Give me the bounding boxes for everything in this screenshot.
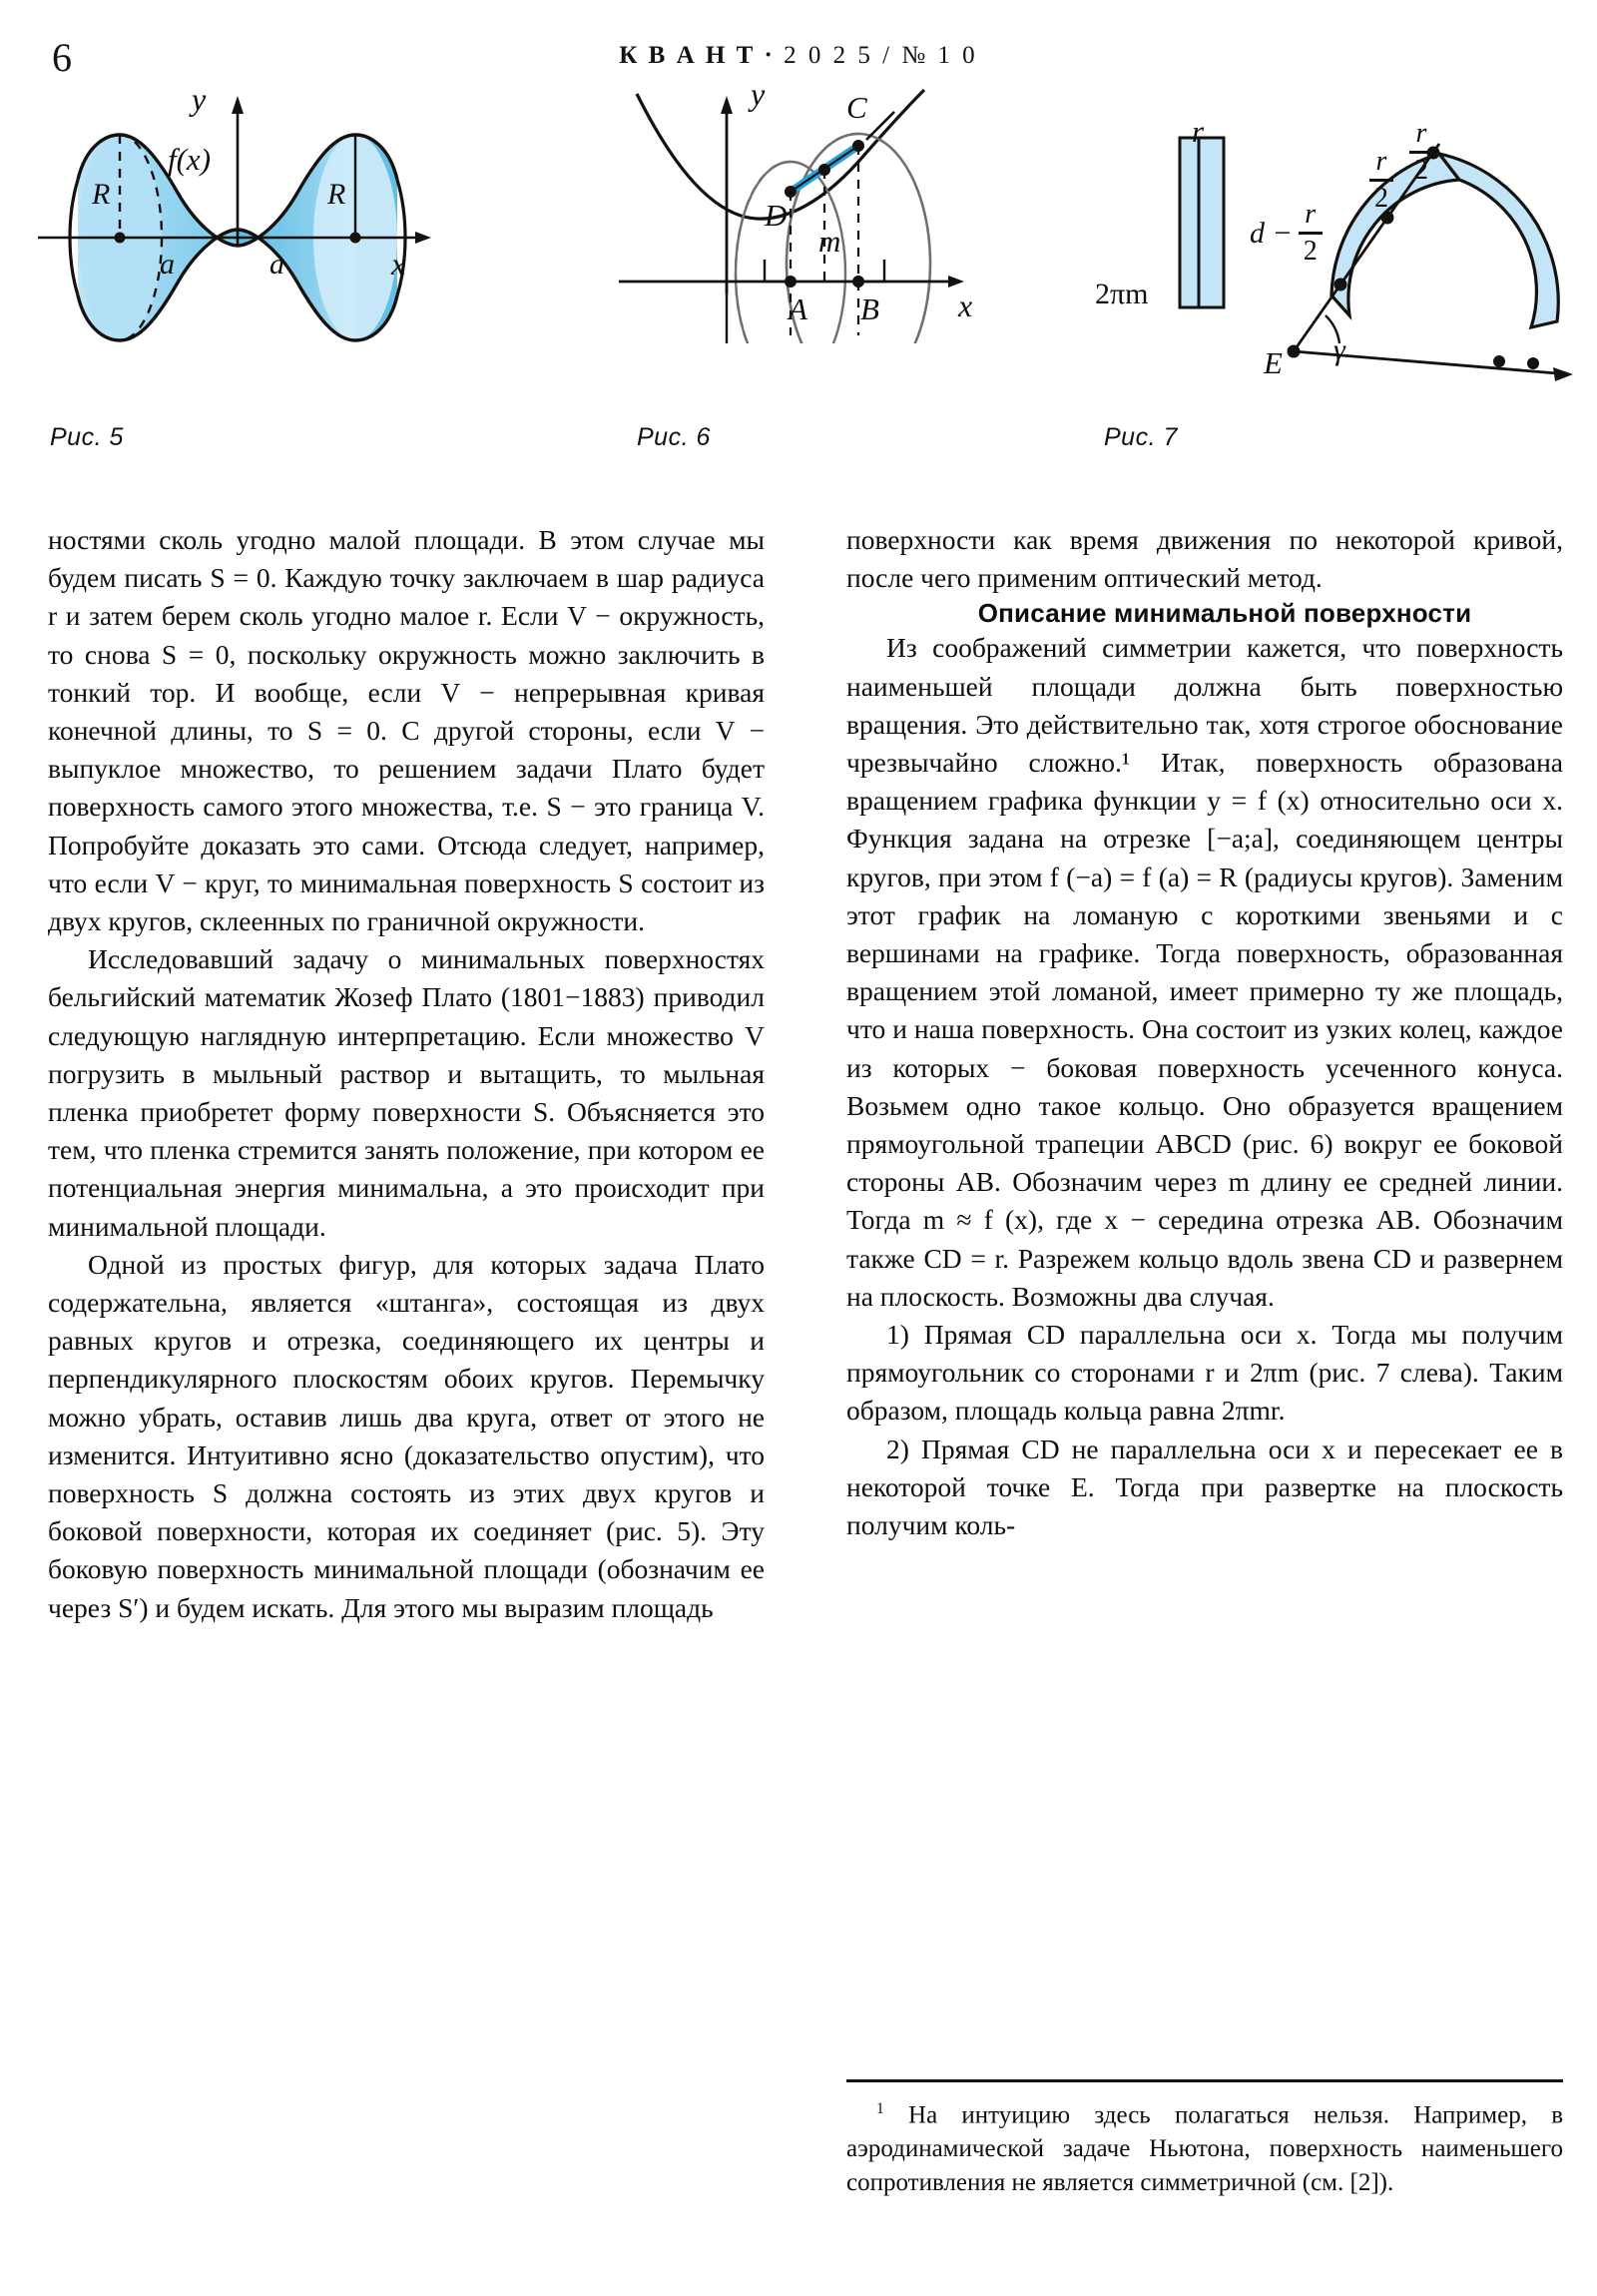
fig5-label-a-right: a <box>269 248 284 281</box>
fig5-label-x-axis: x <box>391 246 406 282</box>
left-text-column <box>48 521 765 1627</box>
fig6-ellipse-small-hidden <box>736 162 791 343</box>
figure-6-graphic <box>619 84 998 343</box>
fig7-d-fraction <box>1299 201 1323 266</box>
fig7-label-r-over-2-outer <box>1409 120 1433 185</box>
fig5-x-arrow <box>415 232 431 244</box>
fig7-label-d-minus-r-over-2 <box>1250 201 1323 266</box>
fig7-outer-num: r <box>1415 118 1427 149</box>
fig5-y-arrow <box>232 96 244 114</box>
page-header <box>0 34 1597 84</box>
fig5-left-center-dot <box>115 233 126 244</box>
fig7-d-bar <box>1299 232 1323 235</box>
section-subheading: Описание минимальной поверхности <box>977 598 1472 629</box>
fig7-label-r-top: r <box>1192 114 1205 149</box>
footnote-body: На интуицию здесь полагаться нельзя. Например, в аэродинамической задаче Ньютона, поверхность наименьшего сопротивления не является симметричной (см. [2]). <box>846 2101 1564 2197</box>
right-paragraph-1: Из соображений симметрии кажется, что поверхность наименьшей площади должна быть поверхностью вращения. Это действительно так, хотя строгое обоснование чрезвычайно сложно.¹ Итак, поверхность образована вращением графика функции y = f (x) относительно оси x. Функция задана на отрезке [−a;a], соединяющем центры кругов, при этом f (−a) = f (a) = R (радиусы кругов). Заменим этот график на ломаную с короткими звеньями и с вершинами на графике. Тогда поверхность, образованная вращением этой ломаной, имеет примерно ту же площадь, что и наша поверхность. Она состоит из узких колец, каждое из которых − боковая поверхность усеченного конуса. Возьмем одно такое кольцо. Оно образуется вращением прямоугольной трапеции ABCD (рис. 6) вокруг ее боковой стороны AB. Обозначим через m длину ее средней линии. Тогда m ≈ f (x), где x − середина отрезка AB. Обозначим также CD = r. Разрежем кольцо вдоль звена CD и развернем на плоскость. Возможны два случая. <box>846 632 1563 1312</box>
fig6-point-C <box>852 140 864 152</box>
right-intro-paragraph: поверхности как время движения по некоторой кривой, после чего применим оптический метод. <box>846 524 1563 594</box>
fig7-rect-strip-left <box>1180 138 1199 307</box>
fig6-label-C: C <box>846 90 867 125</box>
fig6-label-x-axis: x <box>958 287 973 323</box>
fig7-inner-bar <box>1369 179 1393 182</box>
fig7-label-2pim: 2πm <box>1095 278 1149 310</box>
header-separator: · <box>764 42 776 69</box>
journal-name: К В А Н Т <box>619 42 756 69</box>
fig5-label-function: f(x) <box>168 142 212 177</box>
right-paragraph-3: 2) Прямая CD не параллельна оси x и пересекает ее в некоторой точке E. Тогда при развертке на плоскость получим коль- <box>846 1433 1563 1541</box>
footnote-block <box>846 2079 1563 2200</box>
fig6-y-arrow <box>721 96 733 114</box>
fig6-label-m: m <box>818 224 841 259</box>
fig6-label-D: D <box>765 198 788 233</box>
figure-band <box>0 76 1597 495</box>
left-paragraph-3: Одной из простых фигур, для которых задача Плато содержательна, является «штанга», состоящая из двух равных кругов и отрезка, соединяющего их центры и перпендикулярного плоскостям обоих кругов. Перемычку можно убрать, оставив лишь два круга, ответ от этого не изменится. Интуитивно ясно (доказательство опустим), что поверхность S должна состоять из этих двух кругов и боковой поверхности, которая их соединяет (рис. 5). Эту боковую поверхность минимальной площади (обозначим ее через S′) и будем искать. Для этого мы выразим площадь <box>48 1248 765 1623</box>
fig7-label-r-over-2-inner <box>1369 148 1393 213</box>
fig6-x-arrow <box>948 276 964 287</box>
right-paragraph-2: 1) Прямая CD параллельна оси x. Тогда мы получим прямоугольник со сторонами r и 2πm (рис. 7 слева). Таким образом, площадь кольца равна 2πmr. <box>846 1319 1563 1427</box>
fig7-outer-den: 2 <box>1414 155 1428 186</box>
fig7-point-inner <box>1334 279 1347 291</box>
fig7-annulus-band <box>1331 154 1459 315</box>
fig6-point-D <box>785 186 797 198</box>
fig7-point-lower-1 <box>1527 357 1539 369</box>
fig7-d-den: 2 <box>1303 236 1318 267</box>
fig7-outer-bar <box>1409 151 1433 154</box>
left-paragraph-1: ностями сколь угодно малой площади. В этом случае мы будем писать S = 0. Каждую точку заключаем в шар радиуса r и затем берем сколь угодно малое r. Если V − окружность, то снова S = 0, поскольку окружность можно заключить в тонкий тор. И вообще, если V − непрерывная кривая конечной длины, то S = 0. С другой стороны, если V − выпуклое множество, то решением задачи Плато будет поверхность самого этого множества, т.е. S − это граница V. Попробуйте доказать это сами. Отсюда следует, например, что если V − круг, то минимальная поверхность S состоит из двух кругов, склеенных по граничной окружности. <box>48 524 765 937</box>
fig7-inner-den: 2 <box>1374 183 1388 214</box>
fig5-label-R-left: R <box>92 178 111 211</box>
fig7-rect-strip-right <box>1199 138 1224 307</box>
page-number: 6 <box>52 35 72 80</box>
fig5-right-center-dot <box>350 233 361 244</box>
figure-5-graphic <box>28 88 447 347</box>
fig7-point-E <box>1288 345 1301 358</box>
fig7-d-num: r <box>1305 199 1317 230</box>
fig7-label-gamma: γ <box>1333 333 1345 366</box>
fig7-caption: Рис. 7 <box>1104 423 1178 451</box>
fig6-point-mid <box>818 164 830 176</box>
right-text-column <box>846 521 1563 1544</box>
fig6-label-B: B <box>860 291 879 326</box>
fig7-point-lower-2 <box>1493 355 1505 367</box>
fig6-caption: Рис. 6 <box>637 423 711 451</box>
fig5-caption: Рис. 5 <box>50 423 124 451</box>
footnote-divider <box>846 2079 1563 2082</box>
fig6-label-A: A <box>789 291 807 326</box>
fig5-label-a-left: a <box>160 248 175 281</box>
fig7-inner-num: r <box>1375 146 1387 177</box>
fig5-label-y-axis: y <box>192 81 207 117</box>
fig7-d-term: d − <box>1250 216 1293 250</box>
journal-issue: 2 0 2 5 / № 1 0 <box>784 42 978 69</box>
fig6-point-A <box>785 276 797 287</box>
footnote-text <box>846 2092 1563 2200</box>
fig6-point-B <box>852 276 864 287</box>
left-paragraph-2: Исследовавший задачу о минимальных поверхностях бельгийский математик Жозеф Плато (1801−1883) приводил следующую наглядную интерпретацию. Если множество V погрузить в мыльный раствор и вытащить, то мыльная пленка приобретет форму поверхности S. Объясняется это тем, что пленка стремится занять положение, при котором ее потенциальная энергия минимальна, а это происходит при минимальной площади. <box>48 943 765 1242</box>
fig5-label-R-right: R <box>327 178 346 211</box>
fig6-label-y-axis: y <box>751 76 766 112</box>
footnote-marker: 1 <box>876 2100 884 2117</box>
fig7-ray-arrow <box>1553 367 1573 381</box>
fig7-label-E: E <box>1264 345 1283 380</box>
journal-title-line <box>0 42 1597 70</box>
